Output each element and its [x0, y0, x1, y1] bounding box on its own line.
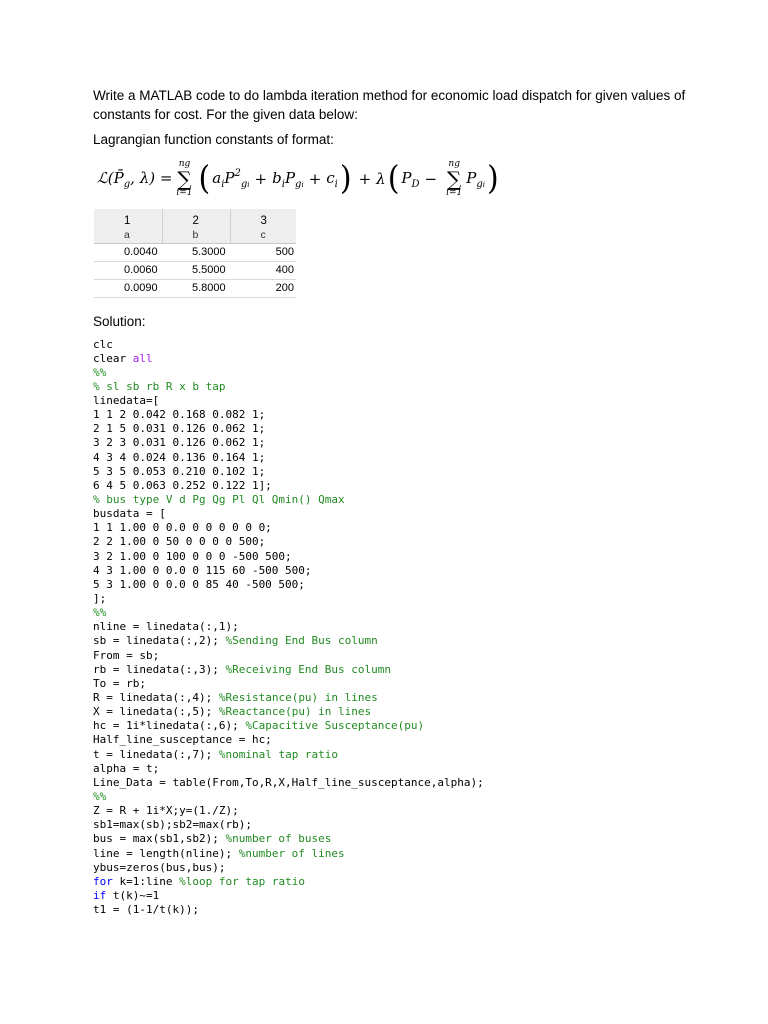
cell-c: 400 — [230, 261, 296, 279]
code-line — [93, 634, 693, 648]
code-line — [93, 677, 693, 691]
code-comment: % bus type V d Pg Qg Pl Ql Qmin() Qmax — [93, 493, 345, 507]
table-row — [94, 261, 296, 279]
term-b: $b_iP_{gi}$ — [272, 168, 304, 190]
cell-a: 0.0040 — [94, 243, 162, 261]
code-line — [93, 352, 693, 366]
code-comment: %Resistance(pu) in lines — [218, 691, 378, 705]
code-text: 4 3 4 0.024 0.136 0.164 1; — [93, 450, 266, 464]
code-text: t1 = (1-1/t(k)); — [93, 903, 199, 917]
code-text: rb = linedata(:,3); — [93, 662, 226, 676]
code-line — [93, 338, 693, 352]
code-text: Z = R + 1i*X;y=(1./Z); — [93, 804, 239, 818]
code-line — [93, 550, 693, 564]
code-line — [93, 606, 693, 620]
code-line — [93, 832, 693, 846]
code-text: R = linedata(:,4); — [93, 691, 219, 705]
code-text: 1 1 2 0.042 0.168 0.082 1; — [93, 408, 266, 422]
code-text: clc — [93, 337, 113, 351]
coefficient-table — [94, 209, 296, 298]
code-line — [93, 649, 693, 663]
code-comment: %loop for tap ratio — [179, 874, 305, 888]
code-line — [93, 535, 693, 549]
cell-c: 200 — [230, 279, 296, 297]
solution-label: Solution: — [93, 313, 146, 329]
code-line — [93, 903, 693, 917]
cell-c: 500 — [230, 243, 296, 261]
term-a: $a_iP^2_{gi}$ — [212, 168, 250, 190]
formula-lhs: $ℒ(P̄_g$, λ) = — [97, 168, 173, 190]
code-text: t = linedata(:,7); — [93, 747, 219, 761]
cell-b: 5.8000 — [162, 279, 230, 297]
code-line — [93, 564, 693, 578]
code-comment: %% — [93, 606, 107, 620]
code-line — [93, 578, 693, 592]
code-text: Half_line_susceptance = hc; — [93, 733, 272, 747]
lambda-symbol: λ — [376, 170, 386, 188]
code-text: 3 2 3 0.031 0.126 0.062 1; — [93, 436, 266, 450]
code-line — [93, 719, 693, 733]
code-line — [93, 818, 693, 832]
code-line — [93, 620, 693, 634]
code-text: From = sb; — [93, 648, 160, 662]
code-comment: %nominal tap ratio — [218, 747, 339, 761]
header-letter-b: b — [162, 227, 230, 243]
code-keyword: for — [93, 874, 120, 888]
code-line — [93, 451, 693, 465]
code-text: 3 2 1.00 0 100 0 0 0 -500 500; — [93, 549, 292, 563]
code-line — [93, 408, 693, 422]
header-col-2: 2 — [162, 209, 230, 227]
header-col-1: 1 — [94, 209, 162, 227]
code-comment: %Sending End Bus column — [225, 634, 378, 648]
header-letter-c: c — [230, 227, 296, 243]
term-pd: $P_D$ — [401, 168, 420, 190]
code-comment: % sl sb rb R x b tap — [93, 379, 226, 393]
code-text: 5 3 5 0.053 0.210 0.102 1; — [93, 464, 266, 478]
code-comment: %Reactance(pu) in lines — [218, 705, 372, 719]
code-line — [93, 804, 693, 818]
code-text: linedata=[ — [93, 394, 160, 408]
code-line — [93, 394, 693, 408]
code-line — [93, 422, 693, 436]
lagrangian-formula: $ℒ(P̄_g$, λ) = ng ∑ i=1 ( $a_iP^2_{gi}$ + $b_iP_{gi}$ + $c_i$ ) + λ ( $P_D$ − ng ∑ i=1 $P_{gi}$ ) — [97, 159, 499, 198]
code-text: 6 4 5 0.063 0.252 0.122 1]; — [93, 478, 272, 492]
code-line — [93, 691, 693, 705]
code-comment: %% — [93, 365, 107, 379]
code-text: 5 3 1.00 0 0.0 0 85 40 -500 500; — [93, 577, 305, 591]
code-line — [93, 521, 693, 535]
code-text: 2 1 5 0.031 0.126 0.062 1; — [93, 422, 266, 436]
code-line — [93, 790, 693, 804]
code-line — [93, 776, 693, 790]
code-text: 2 2 1.00 0 50 0 0 0 0 500; — [93, 535, 266, 549]
code-comment: %number of lines — [238, 846, 345, 860]
term-pg: $P_{gi}$ — [466, 168, 486, 190]
code-text: ]; — [93, 592, 107, 606]
term-c: $c_i$ — [326, 168, 338, 190]
summation-symbol: ng ∑ i=1 — [176, 159, 193, 198]
cell-b: 5.3000 — [162, 243, 230, 261]
code-comment: %Capacitive Susceptance(pu) — [245, 719, 425, 733]
code-text: bus = max(sb1,sb2); — [93, 832, 226, 846]
header-letter-a: a — [94, 227, 162, 243]
code-line — [93, 705, 693, 719]
document-page — [93, 86, 693, 917]
intro-paragraph: Write a MATLAB code to do lambda iteration method for economic load dispatch for given values of constants for cost. For the given data below: — [93, 88, 686, 122]
matlab-code-block — [93, 338, 693, 918]
code-line — [93, 663, 693, 677]
cell-a: 0.0060 — [94, 261, 162, 279]
table-header-numbers — [94, 209, 296, 227]
code-comment: %number of buses — [225, 832, 332, 846]
code-text: sb1=max(sb);sb2=max(rb); — [93, 818, 252, 832]
code-line — [93, 861, 693, 875]
code-line — [93, 465, 693, 479]
lagrangian-label: Lagrangian function constants of format: — [93, 132, 334, 147]
cell-a: 0.0090 — [94, 279, 162, 297]
code-text: 1 1 1.00 0 0.0 0 0 0 0 0 0; — [93, 521, 272, 535]
code-comment: %% — [93, 790, 107, 803]
code-text: 4 3 1.00 0 0.0 0 115 60 -500 500; — [93, 563, 312, 577]
code-text: hc = 1i*linedata(:,6); — [93, 719, 246, 733]
table-row — [94, 243, 296, 261]
code-text: Line_Data = table(From,To,R,X,Half_line_susceptance,alpha); — [93, 775, 484, 789]
code-text: busdata = [ — [93, 507, 166, 521]
cell-b: 5.5000 — [162, 261, 230, 279]
code-line — [93, 733, 693, 747]
code-text: To = rb; — [93, 676, 146, 690]
code-line — [93, 875, 693, 889]
code-line — [93, 847, 693, 861]
code-text: alpha = t; — [93, 761, 160, 775]
code-line — [93, 889, 693, 903]
code-text: t(k)~=1 — [112, 888, 160, 902]
code-text: clear — [93, 351, 133, 365]
code-line — [93, 748, 693, 762]
table-header-letters — [94, 227, 296, 243]
code-line — [93, 380, 693, 394]
code-keyword: if — [93, 888, 113, 902]
code-line — [93, 592, 693, 606]
code-string-keyword: all — [132, 351, 153, 365]
code-line — [93, 436, 693, 450]
code-text: X = linedata(:,5); — [93, 705, 219, 719]
code-line — [93, 507, 693, 521]
header-col-3: 3 — [230, 209, 296, 227]
code-text: nline = linedata(:,1); — [93, 620, 239, 634]
code-comment: %Receiving End Bus column — [225, 662, 392, 676]
code-line — [93, 762, 693, 776]
summation-symbol-2: ng ∑ i=1 — [446, 159, 463, 198]
code-line — [93, 366, 693, 380]
code-line — [93, 493, 693, 507]
code-text: k=1:line — [119, 874, 180, 888]
code-text: line = length(nline); — [93, 846, 239, 860]
code-text: ybus=zeros(bus,bus); — [93, 860, 226, 874]
table-row — [94, 279, 296, 297]
code-text: sb = linedata(:,2); — [93, 634, 226, 648]
code-line — [93, 479, 693, 493]
